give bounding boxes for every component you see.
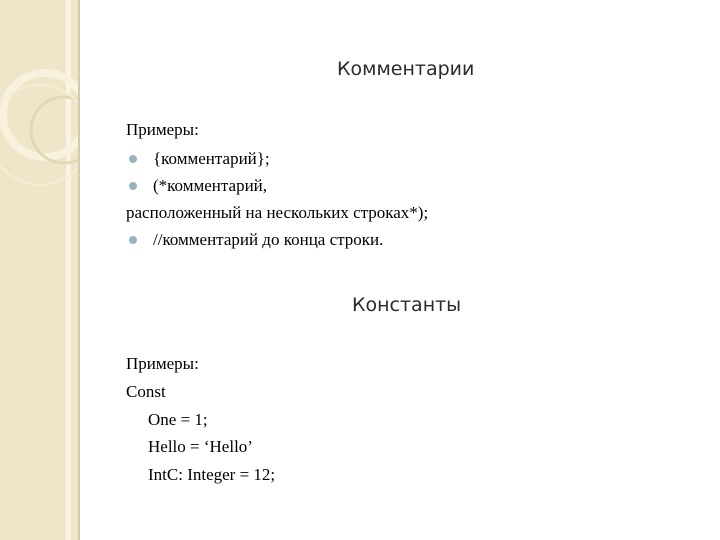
bullet-icon bbox=[129, 236, 137, 244]
bullet-icon bbox=[129, 155, 137, 163]
comment-item-2: (*комментарий, bbox=[153, 176, 268, 195]
code-line-hello: Hello = ‘Hello’ bbox=[148, 437, 253, 456]
comments-examples-label: Примеры: bbox=[126, 120, 199, 139]
comment-item-1: {комментарий}; bbox=[153, 149, 270, 168]
decorative-left-band bbox=[0, 0, 78, 540]
bullet-icon bbox=[129, 182, 137, 190]
comment-item-2-continued: расположенный на нескольких строках*); bbox=[126, 203, 429, 222]
heading-comments: Комментарии bbox=[337, 58, 475, 80]
constants-examples-label: Примеры: bbox=[126, 354, 199, 373]
code-line-one: One = 1; bbox=[148, 410, 208, 429]
heading-constants: Константы bbox=[352, 294, 462, 316]
code-line-intc: IntC: Integer = 12; bbox=[148, 465, 276, 484]
code-line-const: Const bbox=[126, 382, 166, 401]
decorative-circles bbox=[0, 0, 78, 540]
band-edge bbox=[78, 0, 80, 540]
comment-item-3: //комментарий до конца строки. bbox=[153, 230, 384, 249]
